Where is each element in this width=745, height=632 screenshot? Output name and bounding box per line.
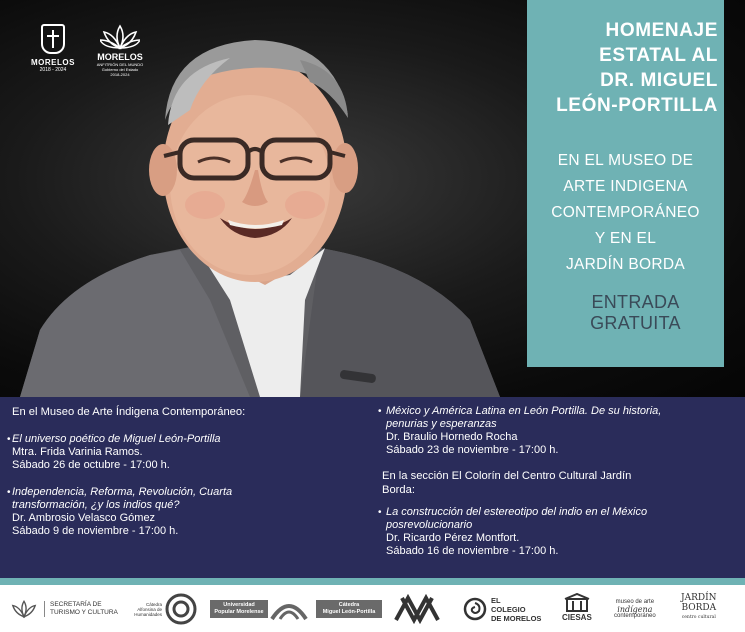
sponsor-text-line: museo de arte: [615, 598, 655, 605]
section-heading-line: Borda:: [382, 484, 415, 496]
headline-title: [527, 18, 724, 118]
event-title: El universo poético de Miguel León-Portilla: [12, 433, 221, 445]
event-title: transformación, ¿y los indios qué?: [12, 499, 180, 511]
event-title: México y América Latina en León Portilla. De su historia,: [386, 405, 662, 417]
venue-line: Y EN EL: [594, 230, 657, 247]
state-logo-name: MORELOS: [31, 58, 75, 67]
bullet-icon: •: [7, 434, 11, 445]
sponsor-knot-logo: [392, 593, 442, 625]
venue-line: ARTE INDIGENA: [563, 178, 688, 195]
sponsor-text-line: JARDÍN: [681, 593, 717, 603]
sponsor-text-line: BORDA: [681, 603, 717, 613]
sponsor-catedra-leon-portilla: [316, 593, 382, 625]
spiral-icon: [463, 597, 487, 621]
sponsor-jardin-borda: [681, 593, 717, 625]
sponsor-text-line: centro cultural: [681, 615, 716, 620]
event-speaker: Dr. Ambrosio Velasco Gómez: [12, 512, 156, 524]
program-event: [7, 433, 372, 472]
event-speaker: Mtra. Frida Varinia Ramos.: [12, 446, 143, 458]
event-speaker: Dr. Braulio Hornedo Rocha: [386, 431, 518, 443]
event-title: Independencia, Reforma, Revolución, Cuarta: [12, 486, 233, 498]
event-title: La construcción del estereotipo del indio en el México: [386, 506, 648, 518]
knot-icon: [392, 594, 442, 624]
arc-logo-icon: [270, 597, 308, 621]
venue-line: JARDÍN BORDA: [565, 256, 685, 273]
building-icon: [564, 593, 590, 613]
sponsor-text-line: contemporáneo: [614, 612, 656, 619]
program-event: [378, 506, 727, 558]
lotus-logo-sub1: ANFITRIÓN DEL MUNDO: [96, 62, 144, 67]
sponsor-text-line: SECRETARÍA DE: [50, 601, 102, 608]
teal-divider: [0, 578, 745, 585]
sponsor-catedra-alfonsina: [128, 593, 197, 625]
headline-line: DR. MIGUEL: [600, 70, 718, 91]
colegio-text: [491, 596, 541, 623]
sponsor-secretaria: [10, 593, 118, 625]
event-date: Sábado 26 de octubre - 17:00 h.: [12, 459, 170, 471]
event-date: Sábado 23 de noviembre - 17:00 h.: [386, 444, 559, 456]
program-right-column: [378, 405, 727, 558]
state-logo-years: 2018 - 2024: [39, 67, 67, 73]
event-title: posrevolucionario: [386, 519, 473, 531]
museo-text: [614, 599, 656, 620]
event-title: penurias y esperanzas: [386, 418, 497, 430]
circle-logo-icon: [165, 593, 197, 625]
catedra2-text: [316, 600, 382, 618]
catedra-text: Cátedra Alfonsina de Humanidades: [134, 601, 162, 617]
sponsor-text-line: Miguel León-Portilla: [322, 609, 376, 615]
lotus-logo-sub2: Gobierno del Estado: [101, 67, 139, 72]
borda-text: [681, 593, 717, 623]
lotus-icon: [100, 22, 140, 52]
sponsor-museo-arte-indigena: [614, 593, 656, 625]
sponsor-text-line: DE MORELOS: [491, 613, 542, 623]
entry-line: GRATUITA: [590, 313, 681, 333]
sponsor-universidad-popular: [210, 593, 308, 625]
secretaria-text: [44, 601, 118, 617]
venue-line: CONTEMPORÁNEO: [551, 204, 700, 221]
headline-line: ESTATAL AL: [599, 45, 718, 66]
shield-icon: [41, 24, 65, 54]
sponsor-text-line: TURISMO Y CULTURA: [50, 609, 118, 616]
bullet-icon: •: [7, 487, 11, 498]
sponsor-text-line: EL: [491, 595, 501, 605]
program-event: [378, 405, 727, 457]
lotus-logo-sub3: 2018-2024: [110, 72, 130, 77]
sponsor-text-line: indígena: [617, 604, 653, 614]
entry-line: ENTRADA: [591, 292, 680, 312]
free-entry-text: [527, 292, 724, 334]
section-heading-line: En la sección El Colorín del Centro Cultural Jardín: [382, 470, 632, 482]
event-date: Sábado 16 de noviembre - 17:00 h.: [386, 545, 559, 557]
museum-section-heading: En el Museo de Arte Índigena Contemporáneo:: [12, 406, 246, 418]
sponsor-text-line: Cátedra: [338, 602, 360, 608]
sponsor-colegio-morelos: [463, 593, 541, 625]
sponsor-ciesas: [562, 593, 592, 625]
morelos-lotus-logo: [92, 22, 148, 77]
venue-line: EN EL MUSEO DE: [557, 152, 694, 169]
program-info-band: [0, 397, 745, 578]
borda-section-heading: [382, 469, 727, 497]
bullet-icon: •: [378, 507, 382, 518]
event-date: Sábado 9 de noviembre - 17:00 h.: [12, 525, 179, 537]
headline-line: HOMENAJE: [605, 20, 718, 41]
lotus-icon: [10, 598, 38, 620]
bullet-icon: •: [378, 406, 382, 417]
program-event: [7, 486, 372, 538]
sponsor-text-line: COLEGIO: [491, 604, 526, 614]
sponsor-footer: [0, 585, 745, 632]
portrait-illustration: [0, 0, 527, 397]
headline-panel: [527, 0, 724, 367]
headline-line: LEÓN-PORTILLA: [556, 95, 718, 116]
event-speaker: Dr. Ricardo Pérez Montfort.: [386, 532, 520, 544]
venue-text: [527, 148, 724, 278]
ciesas-text: CIESAS: [562, 613, 592, 622]
univ-text: Universidad Popular Morelense: [210, 600, 268, 618]
program-left-column: [7, 405, 372, 538]
lotus-logo-name: MORELOS: [97, 52, 143, 62]
morelos-state-logo: [28, 24, 78, 73]
